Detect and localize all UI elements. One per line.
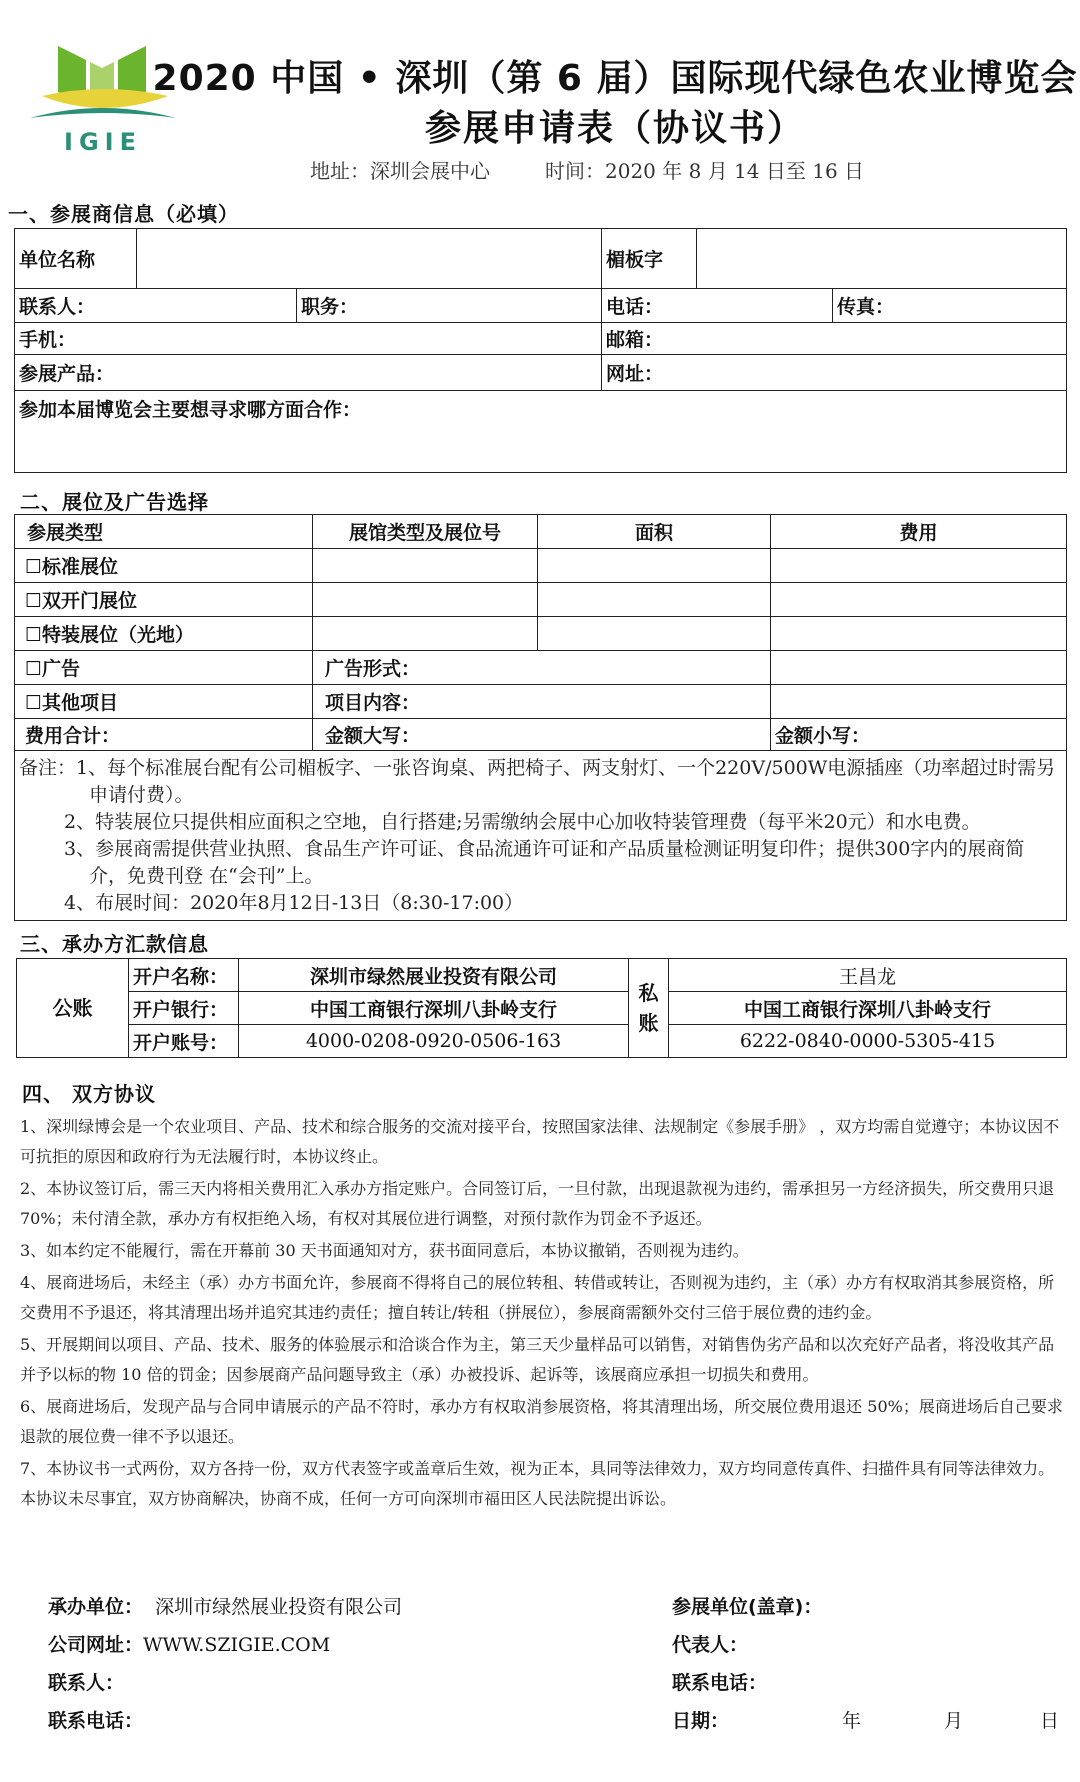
public-account-no: 4000-0208-0920-0506-163 [239,1025,629,1058]
term-4: 4、展商进场后，未经主（承）办方书面允许，参展商不得将自己的展位转租、转借或转让，否则视为违约，主（承）办方有权取消其参展资格，所交费用不予退还，将其清理出场并追究其违约责任；擅自转让/转租（拼展位），参展商需额外交付三倍于展位费的违约金。 [20,1273,1055,1322]
cooperation-field[interactable] [15,391,1067,473]
product-label: 参展产品： [19,363,115,385]
note-1: 备注：1、每个标准展台配有公司楣板字、一张咨询桌、两把椅子、两支射灯、一个220V/500W电源插座（功率超过时需另申请付费）。 [19,756,1056,806]
bank-label: 开户银行： [129,992,239,1025]
date-row[interactable] [672,1706,729,1733]
organizer-label: 承办单位： [48,1596,144,1618]
product-field[interactable] [15,355,602,391]
private-bank: 中国工商银行深圳八卦岭支行 [669,992,1067,1025]
contact-label: 联系人： [19,296,96,318]
event-address: 地址：深圳会展中心 [310,159,490,183]
date-day: 日 [1040,1710,1060,1732]
section3-heading: 三、承办方汇款信息 [20,932,209,956]
email-field[interactable] [602,323,1067,355]
account-name-label: 开户名称： [129,959,239,992]
rep-label: 代表人： [672,1634,749,1656]
event-info [310,155,864,184]
org-website-label: 公司网址： [48,1634,144,1656]
fascia-label: 楣板字 [602,229,697,289]
total-fee-label: 费用合计： [25,725,121,747]
double-door-hall-field[interactable] [313,583,538,617]
org-phone-row[interactable] [48,1706,143,1733]
private-account-no: 6222-0840-0000-5305-415 [669,1025,1067,1058]
mobile-field[interactable] [15,323,602,355]
public-bank: 中国工商银行深圳八卦岭支行 [239,992,629,1025]
private-account-label: 私账 [629,959,669,1058]
special-booth-fee-field[interactable] [771,617,1067,651]
date-month: 月 [944,1710,964,1732]
website-field[interactable] [602,355,1067,391]
form-subtitle: 参展申请表（协议书） [424,108,805,149]
special-booth-hall-field[interactable] [313,617,538,651]
fascia-field[interactable] [697,229,1067,289]
date-year: 年 [842,1710,862,1732]
col-header-fee: 费用 [771,515,1067,549]
email-label: 邮箱： [606,329,664,351]
col-header-hall: 展馆类型及展位号 [313,515,538,549]
exhibitor-phone-row[interactable] [672,1668,767,1695]
special-booth-checkbox[interactable]: ☐特装展位（光地） [15,617,313,651]
double-door-fee-field[interactable] [771,583,1067,617]
org-phone-label: 联系电话： [48,1710,144,1732]
org-website-value: WWW.SZIGIE.COM [143,1634,331,1656]
amount-upper-label: 金额大写： [325,725,421,747]
fax-label: 传真： [837,296,895,318]
col-header-type: 参展类型 [15,515,313,549]
company-name-field[interactable] [137,229,602,289]
other-content-label: 项目内容： [325,692,421,714]
booth-selection-table [14,514,1067,921]
position-field[interactable] [297,289,602,323]
website-label: 网址： [606,363,664,385]
notes-block [15,751,1067,921]
exhibitor-stamp-label: 参展单位(盖章)： [672,1596,823,1618]
note-3: 3、参展商需提供营业执照、食品生产许可证、食品流通许可证和产品质量检测证明复印件；提供300字内的展商简介，免费刊登 在“会刊”上。 [64,837,1025,887]
remittance-table [16,958,1067,1058]
agreement-terms [20,1112,1070,1516]
standard-booth-area-field[interactable] [538,549,771,583]
term-5: 5、开展期间以项目、产品、技术、服务的体验展示和洽谈合作为主，第三天少量样品可以销售，对销售伪劣产品和以次充好产品者，将没收其产品并予以标的物 10 倍的罚金；因参展商产品问题导致主（承）办被投诉、起诉等，该展商应承担一切损失和费用。 [20,1335,1055,1384]
other-fee-field[interactable] [771,685,1067,719]
section1-heading: 一、参展商信息（必填） [8,202,239,226]
account-no-label: 开户账号： [129,1025,239,1058]
other-item-checkbox[interactable]: ☐其他项目 [15,685,313,719]
amount-lower-field[interactable] [771,719,1067,751]
phone-field[interactable] [602,289,833,323]
term-7: 7、本协议书一式两份，双方各持一份，双方代表签字或盖章后生效，视为正本，具同等法律效力，双方均同意传真件、扫描件具有同等法律效力。本协议未尽事宜，双方协商解决，协商不成，任何一方可向深圳市福田区人民法院提出诉讼。 [20,1459,1055,1508]
term-2: 2、本协议签订后，需三天内将相关费用汇入承办方指定账户。合同签订后，一旦付款，出现退款视为违约，需承担另一方经济损失，所交费用只退 70%；未付清全款，承办方有权拒绝入场，有权对其展位进行调整，对预付款作为罚金不予返还。 [20,1179,1055,1228]
organizer-value: 深圳市绿然展业投资有限公司 [155,1596,403,1618]
standard-booth-fee-field[interactable] [771,549,1067,583]
org-contact-label: 联系人： [48,1672,125,1694]
special-booth-area-field[interactable] [538,617,771,651]
exhibitor-stamp-row[interactable] [672,1592,822,1619]
section2-heading: 二、展位及广告选择 [20,490,209,514]
term-6: 6、展商进场后，发现产品与合同申请展示的产品不符时，承办方有权取消参展资格，将其清理出场，所交展位费用退还 50%；展商进场后自己要求退款的展位费一律不予以退还。 [20,1397,1063,1446]
ad-form-field[interactable] [313,651,771,685]
section4-heading: 四、 双方协议 [22,1082,156,1106]
double-door-area-field[interactable] [538,583,771,617]
form-title: 2020 中国 • 深圳（第 6 届）国际现代绿色农业博览会 [152,58,1078,99]
exhibitor-phone-label: 联系电话： [672,1672,768,1694]
standard-booth-hall-field[interactable] [313,549,538,583]
col-header-area: 面积 [538,515,771,549]
date-label: 日期： [672,1710,730,1732]
ad-form-label: 广告形式： [325,658,421,680]
ad-fee-field[interactable] [771,651,1067,685]
public-account-label: 公账 [17,959,129,1058]
other-content-field[interactable] [313,685,771,719]
private-account-name: 王昌龙 [669,959,1067,992]
fax-field[interactable] [833,289,1067,323]
amount-lower-label: 金额小写： [775,725,871,747]
cooperation-label: 参加本届博览会主要想寻求哪方面合作： [19,399,362,421]
mobile-label: 手机： [19,329,77,351]
public-account-name: 深圳市绿然展业投资有限公司 [239,959,629,992]
contact-field[interactable] [15,289,297,323]
position-label: 职务： [301,296,359,318]
rep-row[interactable] [672,1630,748,1657]
note-2: 2、特装展位只提供相应面积之空地，自行搭建;另需缴纳会展中心加收特装管理费（每平米20元）和水电费。 [64,810,981,833]
company-name-label: 单位名称 [15,229,137,289]
logo-text: IGIE [64,128,142,156]
organizer-row [48,1592,402,1619]
term-3: 3、如本约定不能履行，需在开幕前 30 天书面通知对方，获书面同意后，本协议撤销，否则视为违约。 [20,1241,749,1260]
event-time: 时间：2020 年 8 月 14 日至 16 日 [545,159,865,183]
total-fee-field[interactable] [15,719,313,751]
amount-upper-field[interactable] [313,719,771,751]
term-1: 1、深圳绿博会是一个农业项目、产品、技术和综合服务的交流对接平台，按照国家法律、法规制定《参展手册》 ，双方均需自觉遵守；本协议因不可抗拒的原因和政府行为无法履行时，本协议终止。 [20,1117,1060,1166]
org-contact-row[interactable] [48,1668,124,1695]
website-row [48,1630,330,1657]
exhibitor-info-table [14,228,1067,473]
phone-label: 电话： [606,296,664,318]
double-door-booth-checkbox[interactable]: ☐双开门展位 [15,583,313,617]
ad-checkbox[interactable]: ☐广告 [15,651,313,685]
standard-booth-checkbox[interactable]: ☐标准展位 [15,549,313,583]
note-4: 4、布展时间：2020年8月12日-13日（8:30-17:00） [64,891,524,914]
